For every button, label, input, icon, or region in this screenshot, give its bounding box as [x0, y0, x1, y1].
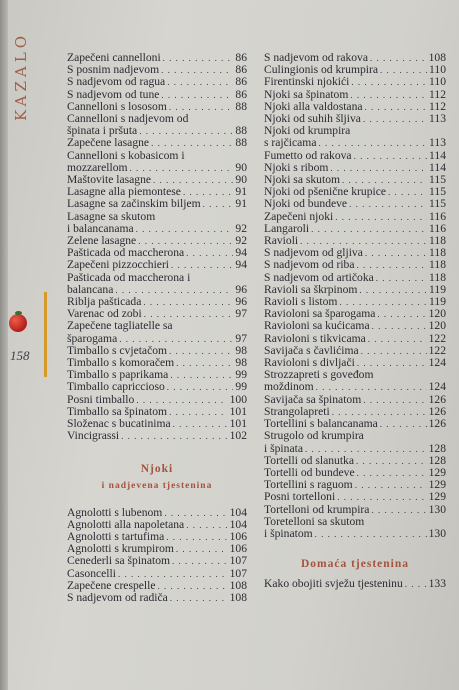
entry-page-number: 129 — [428, 478, 446, 492]
entry-title: Njoki alla valdostana — [264, 99, 363, 113]
entry-title: S nadjevom od rakova — [264, 51, 368, 64]
dot-leader — [349, 198, 427, 210]
entry-title: Tortellini s balancanama — [264, 417, 378, 431]
dot-leader — [318, 137, 427, 149]
entry-page-number: 96 — [235, 295, 247, 309]
entry-title: Timballo sa špinatom — [67, 404, 168, 418]
dot-leader — [151, 137, 233, 149]
entry-page-number: 101 — [229, 417, 247, 431]
entry-title: Njoki sa skutom — [264, 173, 341, 187]
entry-title: Strangolapreti — [264, 404, 330, 418]
entry-page-number: 108 — [229, 578, 247, 592]
entry-title: Zapečene crespelle — [67, 578, 156, 592]
entry-page-number: 122 — [428, 331, 446, 345]
entry-page-number: 102 — [229, 429, 247, 443]
entry-page-number: 94 — [235, 258, 247, 272]
entry-title: Toretelloni sa skutom — [264, 514, 365, 528]
entry-page-number: 116 — [429, 221, 446, 235]
entry-title-continued: s rajčicama — [264, 136, 317, 150]
entry-page-number: 104 — [229, 517, 247, 531]
dot-leader — [311, 223, 427, 235]
dot-leader — [355, 479, 427, 491]
dot-leader — [158, 580, 228, 592]
entry-title: S nadjevom od artičoka — [264, 270, 374, 284]
entry-page-number: 92 — [235, 221, 247, 235]
index-entry — [264, 320, 446, 332]
dot-leader — [171, 259, 233, 271]
entry-title: Cannelloni s lososom — [67, 99, 167, 113]
entry-title: Ravioloni sa šparogama — [264, 307, 376, 321]
entry-title: Kako obojiti svježu tjesteninu — [264, 577, 403, 591]
entry-page-number: 128 — [428, 441, 446, 455]
index-entry — [67, 272, 247, 296]
dot-leader — [356, 455, 427, 467]
entry-title: Timballo capriccioso — [67, 380, 165, 394]
dot-leader — [186, 519, 227, 531]
entry-page-number: 129 — [428, 490, 446, 504]
entry-page-number: 128 — [428, 453, 446, 467]
entry-line — [264, 528, 446, 540]
index-entry — [67, 150, 247, 174]
entry-title: Casoncelli — [67, 566, 116, 580]
entry-title: Zapečeni cannelloni — [67, 51, 161, 64]
entry-page-number: 124 — [428, 380, 446, 394]
left-column — [67, 52, 247, 604]
dot-leader — [337, 491, 426, 503]
entry-page-number: 98 — [235, 356, 247, 370]
entry-title: Njoki od bundeve — [264, 197, 348, 211]
dot-leader — [335, 211, 427, 223]
dot-leader — [163, 52, 234, 64]
entry-page-number: 98 — [235, 343, 247, 357]
index-entry — [67, 211, 247, 235]
entry-title: Njoki sa špinatom — [264, 87, 349, 101]
entry-title: Lasagne sa skutom — [67, 209, 156, 223]
index-entry — [264, 198, 446, 210]
entry-title: Posni timballo — [67, 392, 135, 406]
entry-page-number: 91 — [235, 197, 247, 211]
dot-leader — [372, 320, 427, 332]
entry-title: Tortellini s raguom — [264, 478, 353, 492]
entry-title: Langaroli — [264, 221, 310, 235]
dot-leader — [118, 568, 228, 580]
dot-leader — [365, 101, 428, 113]
index-entry — [264, 504, 446, 516]
entry-page-number: 110 — [429, 75, 446, 89]
index-entry — [264, 211, 446, 223]
entry-page-number: 97 — [235, 307, 247, 321]
entry-title-continued: i špinatom — [264, 526, 313, 540]
entry-title: Ravioli sa škrpinom — [264, 282, 358, 296]
entry-title: Riblja pašticada — [67, 295, 142, 309]
dot-leader — [186, 247, 233, 259]
entry-title-continued: mozzarellom — [67, 160, 128, 174]
dot-leader — [371, 504, 426, 516]
section-title-domaca: Domaća tjestenina — [300, 558, 410, 571]
entry-page-number: 115 — [429, 173, 446, 187]
entry-title-continued: i špinata — [264, 441, 303, 455]
entry-page-number: 106 — [229, 529, 247, 543]
dot-leader — [377, 308, 426, 320]
entry-title: Maštovite lasagne — [67, 173, 152, 187]
entry-title: S posnim nadjevom — [67, 63, 160, 77]
dot-leader — [167, 76, 233, 88]
entry-page-number: 112 — [429, 99, 446, 113]
index-entry — [67, 259, 247, 271]
dot-leader — [143, 296, 233, 308]
entry-page-number: 86 — [235, 63, 247, 77]
entry-page-number: 120 — [428, 319, 446, 333]
dot-leader — [315, 528, 427, 540]
page-title: KAZALO — [12, 32, 30, 121]
entry-title: Strugolo od krumpira — [264, 429, 364, 443]
entry-page-number: 106 — [229, 542, 247, 556]
dot-leader — [316, 381, 427, 393]
entry-page-number: 100 — [229, 392, 247, 406]
entry-title: Fumetto od rakova — [264, 148, 352, 162]
index-list-left — [67, 52, 247, 443]
index-entry — [264, 125, 446, 149]
dot-leader — [350, 89, 427, 101]
index-entry — [264, 578, 446, 590]
dot-leader — [365, 247, 427, 259]
entry-page-number: 99 — [235, 368, 247, 382]
entry-page-number: 119 — [429, 282, 446, 296]
entry-title-continued: balancana — [67, 282, 114, 296]
entry-page-number: 115 — [429, 197, 446, 211]
section-subtitle-njoki: i nadjevena tjestenina — [101, 480, 213, 491]
dot-leader — [203, 198, 234, 210]
entry-title: Zapečeni njoki — [264, 209, 334, 223]
index-entry — [67, 381, 247, 393]
entry-title: Ravioli s listom — [264, 295, 338, 309]
dot-leader — [169, 406, 228, 418]
index-entry — [67, 507, 247, 519]
entry-title: Zapečeni pizzocchieri — [67, 258, 170, 272]
entry-page-number: 124 — [428, 356, 446, 370]
entry-page-number: 97 — [235, 331, 247, 345]
entry-page-number: 116 — [429, 209, 446, 223]
entry-title: Timballo s komoračem — [67, 356, 175, 370]
dot-leader — [330, 162, 427, 174]
entry-title: Ravioli — [264, 234, 299, 248]
entry-title: Cannelloni s kobasicom i — [67, 148, 185, 162]
index-entry — [67, 555, 247, 567]
entry-page-number: 118 — [429, 246, 446, 260]
dot-leader — [359, 284, 427, 296]
dot-leader — [121, 430, 228, 442]
entry-title: Lasagne alla piemontese — [67, 185, 181, 199]
index-list-right — [264, 52, 446, 540]
right-column — [264, 52, 446, 590]
entry-title: Pašticada od maccherona — [67, 246, 185, 260]
entry-title: Agnolotti s tartufima — [67, 529, 165, 543]
entry-page-number: 129 — [428, 465, 446, 479]
tomato-icon — [9, 314, 27, 332]
entry-page-number: 113 — [429, 112, 446, 126]
entry-title: Ravioloni s tikvicama — [264, 331, 366, 345]
entry-page-number: 130 — [428, 502, 446, 516]
dot-leader — [368, 333, 427, 345]
entry-title: S nadjevom od riba — [264, 258, 355, 272]
entry-title: Njoki s ribom — [264, 160, 329, 174]
dot-leader — [363, 394, 426, 406]
index-entry — [67, 89, 247, 101]
entry-title: Varenac od zobi — [67, 307, 142, 321]
entry-title: Zelene lasagne — [67, 234, 137, 248]
dot-leader — [169, 345, 233, 357]
entry-title: Zapečene tagliatelle sa — [67, 319, 173, 333]
dot-leader — [305, 443, 427, 455]
entry-page-number: 126 — [428, 392, 446, 406]
entry-page-number: 86 — [235, 75, 247, 89]
entry-page-number: 122 — [428, 343, 446, 357]
entry-title: S nadjevom od tune — [67, 87, 160, 101]
entry-title: S nadjevom od gljiva — [264, 246, 363, 260]
dot-leader — [356, 259, 427, 271]
dot-leader — [170, 592, 228, 604]
entry-title: Zapečene lasagne — [67, 136, 150, 150]
index-entry — [264, 150, 446, 162]
entry-page-number: 114 — [429, 160, 446, 174]
entry-page-number: 92 — [235, 234, 247, 248]
dot-leader — [161, 64, 233, 76]
entry-title: S nadjevom od ragua — [67, 75, 166, 89]
index-entry — [264, 491, 446, 503]
entry-title-continued: špinata i pršuta — [67, 124, 138, 138]
dot-leader — [370, 52, 427, 64]
dot-leader — [357, 467, 427, 479]
entry-title: Njoki od pšenične krupice — [264, 185, 387, 199]
entry-title: Agnolotti alla napoletana — [67, 517, 185, 531]
dot-leader — [139, 125, 233, 137]
dot-leader — [172, 555, 228, 567]
entry-page-number: 130 — [428, 526, 446, 540]
entry-title: S nadjevom od radiča — [67, 590, 168, 604]
dot-leader — [388, 186, 427, 198]
entry-page-number: 90 — [235, 173, 247, 187]
entry-page-number: 115 — [429, 185, 446, 199]
entry-page-number: 104 — [229, 505, 247, 519]
index-entry — [67, 76, 247, 88]
index-entry — [264, 516, 446, 540]
entry-title: Cannelloni s nadjevom od — [67, 112, 189, 126]
entry-title: Ravioloni sa kućicama — [264, 319, 370, 333]
entry-page-number: 88 — [235, 136, 247, 150]
dot-leader — [166, 531, 227, 543]
entry-title: Ravioloni s divljači — [264, 356, 355, 370]
entry-title: Lasagne sa začinskim biljem — [67, 197, 201, 211]
entry-title: Tortelli od bundeve — [264, 465, 355, 479]
index-entry — [67, 137, 247, 149]
entry-page-number: 99 — [235, 380, 247, 394]
index-entry — [264, 430, 446, 454]
entry-page-number: 90 — [235, 160, 247, 174]
entry-title: Strozzapreti s goveđom — [264, 368, 374, 382]
entry-page-number: 112 — [429, 87, 446, 101]
dot-leader — [380, 418, 427, 430]
entry-page-number: 88 — [235, 99, 247, 113]
entry-title: Agnolotti s lubenom — [67, 505, 163, 519]
dot-leader — [173, 418, 228, 430]
entry-page-number: 107 — [229, 554, 247, 568]
entry-title: Culingionis od krumpira — [264, 63, 379, 77]
index-entry — [67, 430, 247, 442]
entry-title: Cenederli sa špinatom — [67, 554, 171, 568]
entry-page-number: 86 — [235, 87, 247, 101]
entry-page-number: 107 — [229, 566, 247, 580]
dot-leader — [176, 357, 233, 369]
index-entry — [67, 320, 247, 344]
index-entry — [264, 259, 446, 271]
entry-page-number: 133 — [428, 577, 446, 591]
entry-title: Tortelli od slanutka — [264, 453, 354, 467]
accent-bar — [44, 292, 47, 377]
entry-title: Posni tortelloni — [264, 490, 336, 504]
index-entry — [264, 369, 446, 393]
entry-page-number: 118 — [429, 234, 446, 248]
entry-page-number: 110 — [429, 63, 446, 77]
entry-title: Savijača sa špinatom — [264, 392, 362, 406]
entry-title: Vincigrassi — [67, 429, 120, 443]
entry-title: Timballo s paprikama — [67, 368, 169, 382]
entry-line — [264, 381, 446, 393]
entry-page-number: 118 — [429, 270, 446, 284]
index-entry — [264, 76, 446, 88]
dot-leader — [351, 76, 427, 88]
entry-page-number: 120 — [428, 307, 446, 321]
index-list-right-2 — [264, 578, 446, 590]
entry-page-number: 91 — [235, 185, 247, 199]
dot-leader — [363, 113, 427, 125]
entry-title: Tortelloni od krumpira — [264, 502, 370, 516]
entry-page-number: 86 — [235, 51, 247, 64]
index-entry — [67, 198, 247, 210]
entry-page-number: 94 — [235, 246, 247, 260]
entry-title: Pašticada od maccherona i — [67, 270, 191, 284]
entry-page-number: 126 — [428, 417, 446, 431]
entry-page-number: 126 — [428, 404, 446, 418]
dot-leader — [405, 578, 427, 590]
entry-page-number: 119 — [429, 295, 446, 309]
page-number: 158 — [10, 348, 30, 363]
index-entry — [67, 592, 247, 604]
dot-leader — [354, 150, 427, 162]
entry-line — [264, 137, 446, 149]
index-list-left-2 — [67, 507, 247, 605]
dot-leader — [176, 543, 228, 555]
entry-title: Složenac s bucatinima — [67, 417, 171, 431]
dot-leader — [380, 64, 427, 76]
entry-page-number: 108 — [428, 51, 446, 64]
entry-title-continued: šparogama — [67, 331, 118, 345]
index-entry — [264, 89, 446, 101]
dot-leader — [136, 223, 234, 235]
entry-page-number: 113 — [429, 136, 446, 150]
entry-page-number: 118 — [429, 258, 446, 272]
book-spine — [0, 0, 8, 690]
entry-title: Agnolotti s krumpirom — [67, 542, 174, 556]
entry-page-number: 88 — [235, 124, 247, 138]
index-entry — [67, 568, 247, 580]
entry-title: Njoki od suhih šljiva — [264, 112, 361, 126]
section-title-njoki: Njoki — [140, 462, 174, 475]
entry-title: Njoki od krumpira — [264, 124, 351, 138]
entry-page-number: 114 — [429, 148, 446, 162]
entry-title: Timballo s cvjetačom — [67, 343, 168, 357]
entry-line — [264, 443, 446, 455]
dot-leader — [376, 272, 427, 284]
dot-leader — [361, 345, 427, 357]
entry-page-number: 101 — [229, 404, 247, 418]
dot-leader — [164, 507, 227, 519]
entry-title-continued: i balancanama — [67, 221, 134, 235]
entry-page-number: 108 — [229, 590, 247, 604]
dot-leader — [161, 89, 233, 101]
index-entry — [67, 113, 247, 137]
entry-title: Savijača s čavlićima — [264, 343, 359, 357]
entry-title: Firentinski njokići — [264, 75, 350, 89]
dot-leader — [170, 369, 233, 381]
dot-leader — [167, 381, 234, 393]
entry-page-number: 96 — [235, 282, 247, 296]
entry-title-continued: moždinom — [264, 380, 314, 394]
